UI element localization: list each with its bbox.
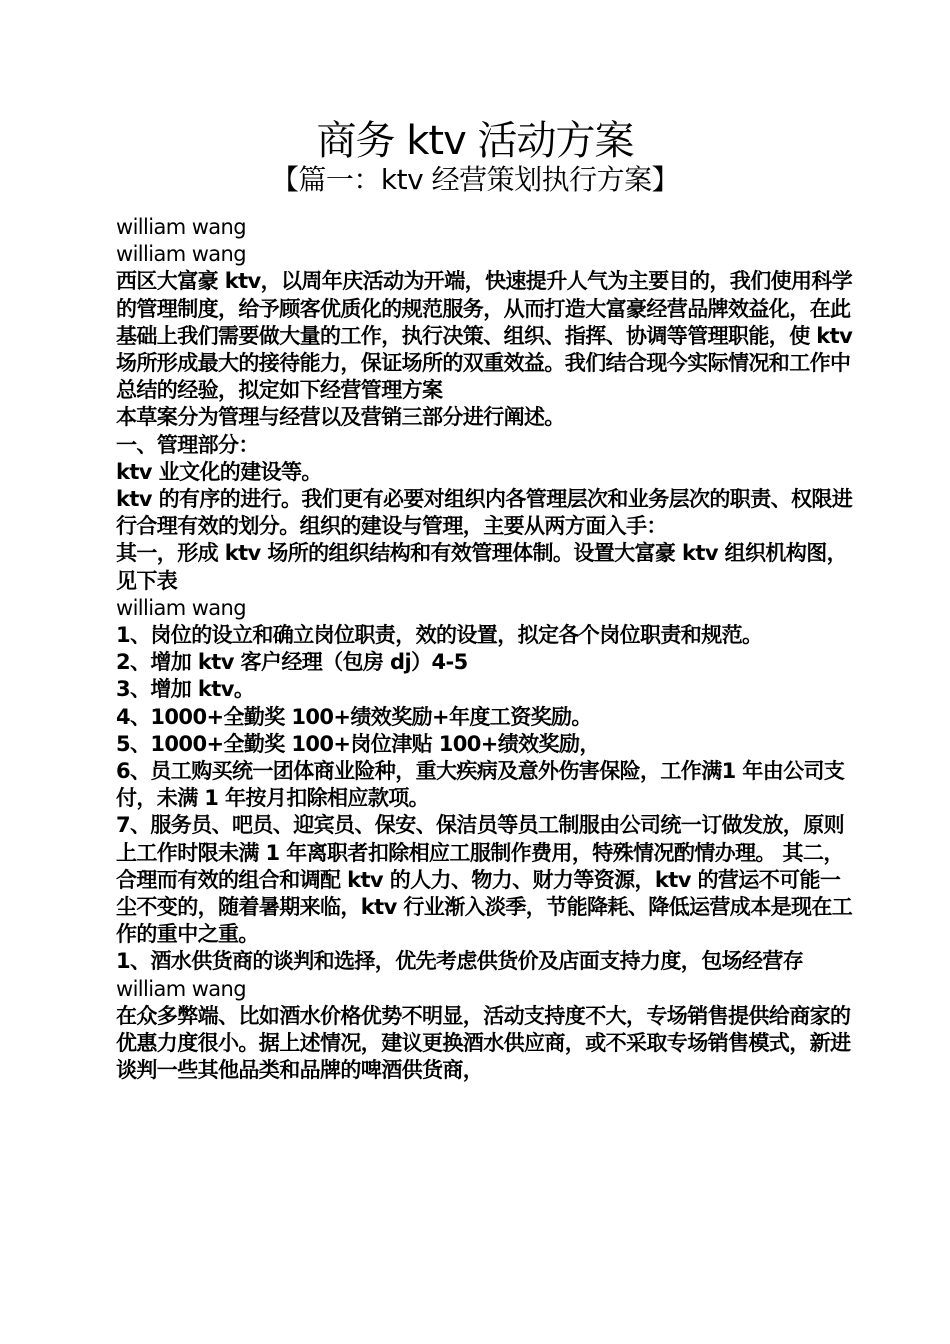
list-item: 3、增加 ktv。 (116, 677, 255, 702)
list-item: 1、酒水供货商的谈判和选择，优先考虑供货价及店面支持力度，包场经营存 (116, 949, 804, 974)
body-paragraph: 其一，形成 ktv 场所的组织结构和有效管理体制。设置大富豪 ktv 组织机构图，见下表 (116, 541, 848, 593)
list-item: 2、增加 ktv 客户经理（包房 dj）4-5 (116, 650, 468, 675)
body-paragraph: ktv 的有序的进行。我们更有必要对组织内各管理层次和业务层次的职责、权限进行合理有效的划分。组织的建设与管理，主要从两方面入手： (116, 487, 853, 539)
list-item: 7、服务员、吧员、迎宾员、保安、保洁员等员工制服由公司统一订做发放，原则上工作时限未满 1 年离职者扣除相应工服制作费用，特殊情况酌情办理。 其二，合理而有效的组合和调配 ktv 的人力、物力、财力等资源，ktv 的营运不可能一尘不变的，随着暑期来临，ktv 行业渐入淡季，节能降耗、降低运营成本是现在工作的重中之重。 (116, 813, 853, 947)
list-item: 5、1000+全勤奖 100+岗位津贴 100+绩效奖励， (116, 731, 600, 756)
document-title: 商务 ktv 活动方案 (316, 118, 634, 164)
author-line: william wang (116, 215, 246, 239)
document-subtitle: 【篇一：ktv 经营策划执行方案】 (270, 163, 680, 196)
body-paragraph: 本草案分为管理与经营以及营销三部分进行阐述。 (116, 405, 565, 430)
list-item: 4、1000+全勤奖 100+绩效奖励+年度工资奖励。 (116, 704, 592, 729)
body-paragraph: 在众多弊端、比如酒水价格优势不明显，活动支持度不大，专场销售提供给商家的优惠力度很小。据上述情况，建议更换酒水供应商，或不采取专场销售模式，新进谈判一些其他品类和品牌的啤酒供货商， (116, 1003, 851, 1083)
author-line: william wang (116, 242, 246, 267)
body-paragraph: ktv 业文化的建设等。 (116, 459, 322, 484)
list-item: 1、岗位的设立和确立岗位职责，效的设置，拟定各个岗位职责和规范。 (116, 623, 763, 648)
list-item: 6、员工购买统一团体商业险种，重大疾病及意外伤害保险，工作满1 年由公司支付，未满 1 年按月扣除相应款项。 (116, 759, 845, 811)
body-paragraph: 西区大富豪 ktv，以周年庆活动为开端，快速提升人气为主要目的，我们使用科学的管理制度，给予顾客优质化的规范服务，从而打造大富豪经营品牌效益化，在此基础上我们需要做大量的工作，执行决策、组织、指挥、协调等管理职能，使 ktv 场所形成最大的接待能力，保证场所的双重效益。我们结合现今实际情况和工作中总结的经验，拟定如下经营管理方案 (116, 269, 853, 403)
section-heading: 一、管理部分： (116, 432, 259, 457)
author-line: william wang (116, 595, 246, 620)
document-body (116, 214, 856, 1085)
author-line: william wang (116, 976, 246, 1001)
